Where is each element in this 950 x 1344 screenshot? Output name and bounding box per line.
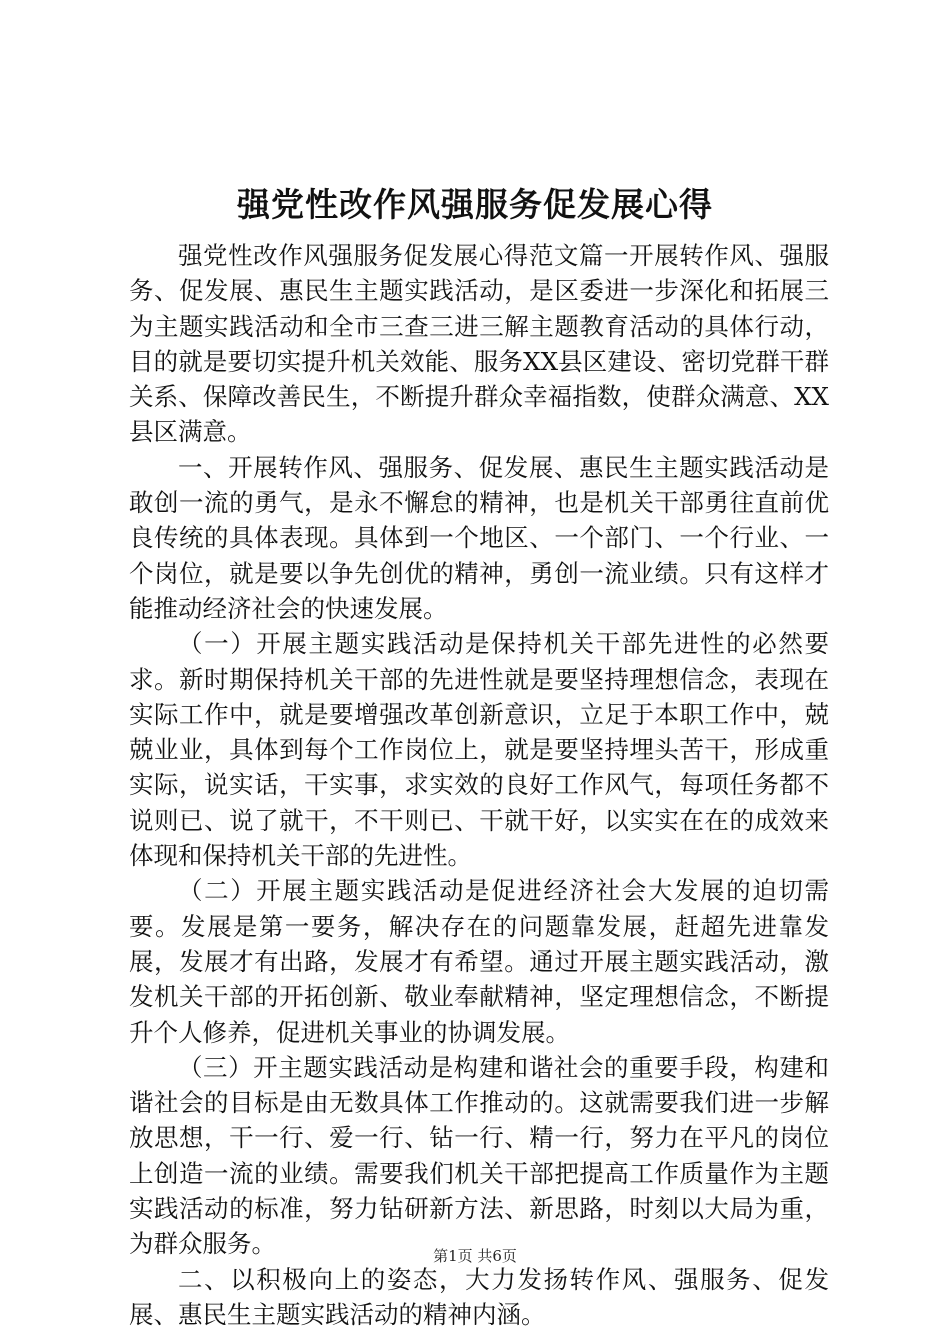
paragraph-subsection-2: （二）开展主题实践活动是促进经济社会大发展的迫切需要。发展是第一要务，解决存在的问题靠发展，赶超先进靠发展，发展才有出路，发展才有希望。通过开展主题实践活动，激发机关干部的开拓创新、敬业奉献精神，坚定理想信念，不断提升个人修养，促进机关事业的协调发展。 [129,876,829,1047]
document-title: 强党性改作风强服务促发展心得 [237,185,713,224]
paragraph-subsection-1: （一）开展主题实践活动是保持机关干部先进性的必然要求。新时期保持机关干部的先进性就是要坚持理想信念，表现在实际工作中，就是要增强改革创新意识，立足于本职工作中，兢兢业业，具体到每个工作岗位上，就是要坚持埋头苦干，形成重实际，说实话，干实事，求实效的良好工作风气，每项任务都不说则已、说了就干，不干则已、干就干好，以实实在在的成效来体现和保持机关干部的先进性。 [129,629,829,871]
document-body [129,238,829,1332]
paragraph-section-2: 二、以积极向上的姿态，大力发扬转作风、强服务、促发展、惠民生主题实践活动的精神内涵。 [129,1264,829,1329]
paragraph-intro: 强党性改作风强服务促发展心得范文篇一开展转作风、强服务、促发展、惠民生主题实践活动，是区委进一步深化和拓展三为主题实践活动和全市三查三进三解主题教育活动的具体行动，目的就是要切实提升机关效能、服务XX县区建设、密切党群干群关系、保障改善民生，不断提升群众幸福指数，使群众满意、XX县区满意。 [129,241,829,447]
paragraph-subsection-3: （三）开主题实践活动是构建和谐社会的重要手段，构建和谐社会的目标是由无数具体工作推动的。这就需要我们进一步解放思想，干一行、爱一行、钻一行、精一行，努力在平凡的岗位上创造一流的业绩。需要我们机关干部把提高工作质量作为主题实践活动的标准，努力钻研新方法、新思路，时刻以大局为重，为群众服务。 [129,1052,829,1259]
paragraph-section-1: 一、开展转作风、强服务、促发展、惠民生主题实践活动是敢创一流的勇气，是永不懈怠的精神，也是机关干部勇往直前优良传统的具体表现。具体到一个地区、一个部门、一个行业、一个岗位，就是要以争先创优的精神，勇创一流业绩。只有这样才能推动经济社会的快速发展。 [129,452,829,623]
page-number-footer: 第1页 共6页 [433,1247,517,1265]
